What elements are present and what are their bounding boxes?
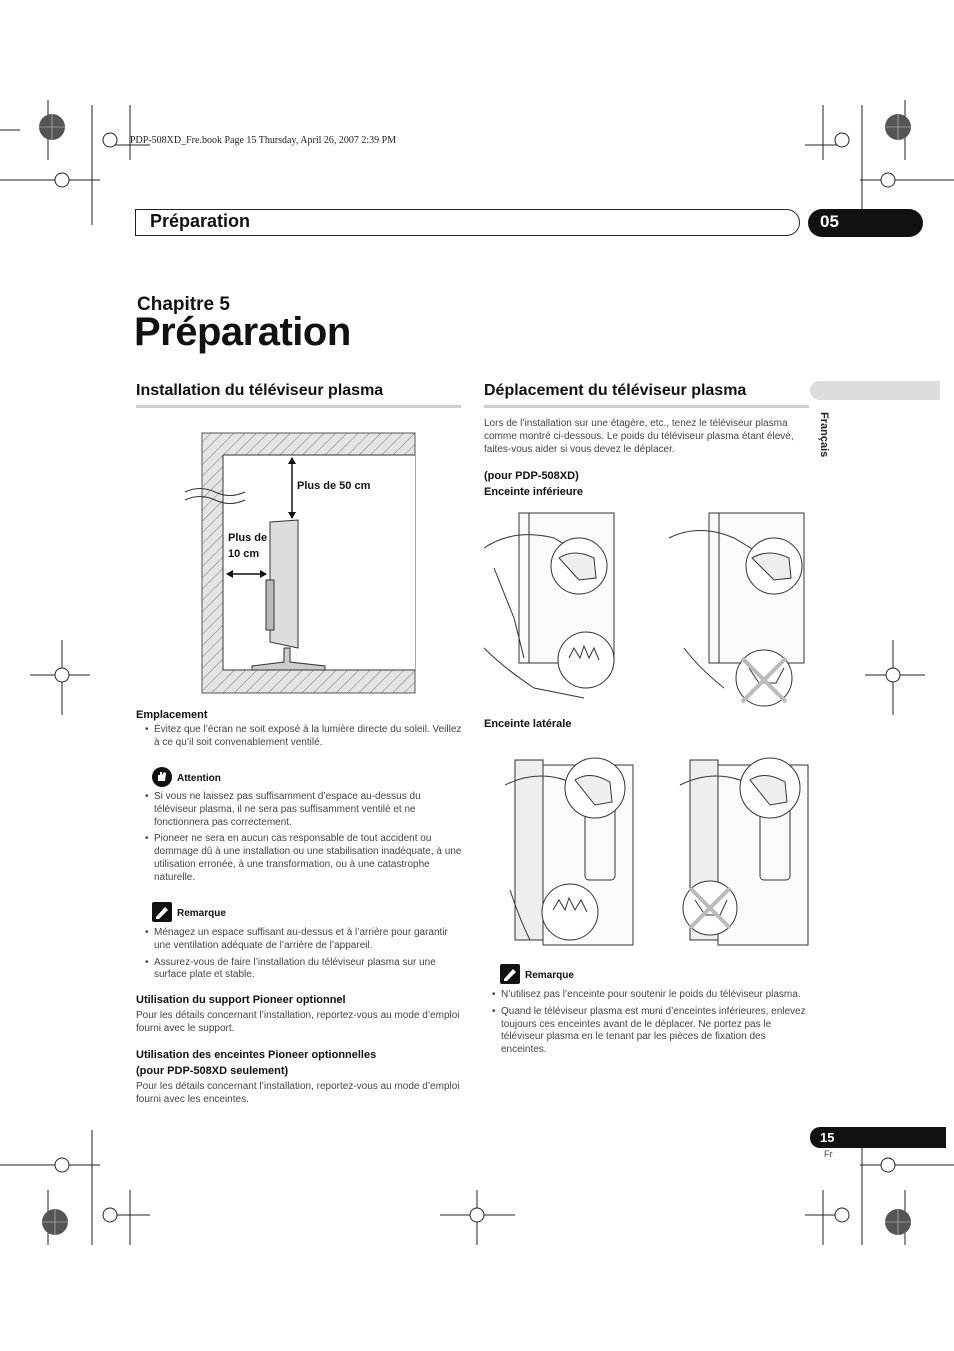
carry-lower-speaker-icon	[484, 508, 814, 708]
list-item: • Pioneer ne sera en aucun cas responsable de tout accident ou dommage dû à une installation ou une stabilisation inadéquate, à une utilisation erronée, à une transformation, ou à une catastrophe naturelle.	[137, 833, 462, 884]
enceinte-laterale-heading: Enceinte latérale	[484, 718, 572, 730]
attention-list	[137, 791, 462, 889]
enceinte-inferieure-heading: Enceinte inférieure	[484, 486, 584, 498]
section-rule	[136, 405, 461, 408]
emplacement-heading: Emplacement	[136, 709, 208, 721]
list-item: • Si vous ne laissez pas suffisamment d’espace au-dessus du téléviseur plasma, il ne sera pas suffisamment ventilé et ne fonctionnera pas correctement.	[137, 791, 462, 829]
enceintes-heading-2: (pour PDP-508XD seulement)	[136, 1065, 289, 1077]
enceintes-text: Pour les détails concernant l’installation, reportez-vous au mode d’emploi fourni avec les enceintes.	[136, 1081, 460, 1105]
attention-icon	[152, 767, 172, 787]
page-language: Fr	[824, 1149, 833, 1159]
clearance-side-label-1: Plus de	[228, 532, 268, 544]
emplacement-list	[137, 724, 462, 754]
side-speaker-illustrations	[505, 750, 810, 950]
remarque-heading-left: Remarque	[177, 908, 226, 919]
list-item: • N’utilisez pas l’enceinte pour soutenir le poids du téléviseur plasma.	[484, 989, 809, 1002]
list-item: • Ménagez un espace suffisant au-dessus et à l’arrière pour garantir une ventilation adéquate de l’arrière de l’appareil.	[137, 927, 462, 953]
section-title-installation: Installation du téléviseur plasma	[136, 382, 384, 399]
model-note: (pour PDP-508XD)	[484, 470, 579, 482]
book-header: PDP-508XD_Fre.book Page 15 Thursday, April 26, 2007 2:39 PM	[130, 135, 397, 146]
carry-side-speaker-icon	[505, 750, 810, 950]
chapter-number-badge: 05	[808, 209, 923, 237]
clearance-top-label: Plus de 50 cm	[297, 480, 371, 492]
remarque-heading-right: Remarque	[525, 970, 574, 981]
chapter-title: Préparation	[134, 310, 351, 354]
attention-heading: Attention	[177, 773, 221, 784]
list-item: • Quand le téléviseur plasma est muni d’enceintes inférieures, enlevez toujours ces enceintes avant de le déplacer. Ne portez pas le téléviseur plasma en le tenant par les pièces de fixation des enceintes.	[484, 1006, 809, 1057]
header-title: Préparation	[150, 211, 251, 231]
remarque-list-left	[137, 927, 462, 986]
list-item: • Évitez que l’écran ne soit exposé à la lumière directe du soleil. Veillez à ce qu’il soit convenablement ventilé.	[137, 724, 462, 750]
support-text: Pour les détails concernant l’installation, reportez-vous au mode d’emploi fourni avec le support.	[136, 1010, 460, 1034]
note-icon	[500, 964, 520, 984]
installation-diagram	[180, 430, 420, 695]
section-title-deplacement: Déplacement du téléviseur plasma	[484, 382, 747, 399]
page-number: 15	[810, 1127, 946, 1148]
side-tab-language: Français	[818, 412, 830, 458]
clearance-side-label-2: 10 cm	[228, 548, 260, 560]
section-rule	[484, 405, 809, 408]
enceintes-heading-1: Utilisation des enceintes Pioneer optionnelles	[136, 1049, 377, 1061]
lower-speaker-illustrations	[484, 508, 814, 708]
list-item: • Assurez-vous de faire l’installation du téléviseur plasma sur une surface plate et stable.	[137, 957, 462, 983]
support-heading: Utilisation du support Pioneer optionnel	[136, 994, 346, 1006]
chapter-label: Chapitre 5	[137, 294, 230, 315]
note-icon	[152, 902, 172, 922]
deplacement-intro: Lors de l’installation sur une étagère, etc., tenez le téléviseur plasma comme montré ci-dessous. Le poids du téléviseur plasma étant élevé, faites-vous aider si vous devez le déplacer.	[484, 418, 794, 455]
tv-clearance-illustration	[180, 430, 420, 695]
remarque-list-right	[484, 989, 809, 1061]
side-tab	[810, 381, 940, 400]
